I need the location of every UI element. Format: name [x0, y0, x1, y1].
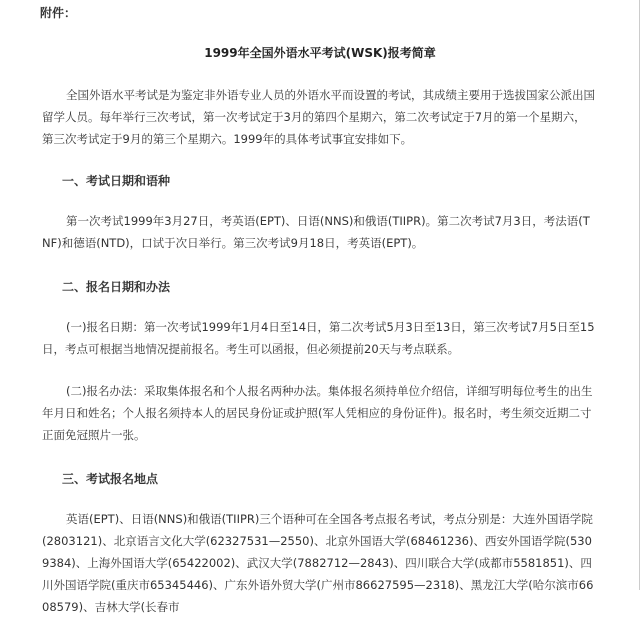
section-heading-registration: 二、报名日期和办法: [62, 280, 171, 294]
attachment-label: 附件：: [40, 6, 77, 20]
exam-dates-paragraph: 第一次考试1999年3月27日，考英语(EPT)、日语(NNS)和俄语(TIIPR)。第二次考试7月3日，考法语(TNF)和德语(NTD)，口试于次日举行。第三次考试9月18日，考英语(EPT)。: [42, 214, 590, 250]
document-title: 1999年全国外语水平考试(WSK)报考简章: [204, 46, 436, 60]
locations-paragraph: 英语(EPT)、日语(NNS)和俄语(TIIPR)三个语种可在全国各考点报名考试，考点分别是：大连外国语学院(2803121)、北京语言文化大学(62327531—2550)、北京外国语大学(68461236)、西安外国语学院(5309384)、上海外国语大学(65422002)、武汉大学(7882712—2843)、四川联合大学(成都市5581851)、四川外国语学院(重庆市65345446)、广东外语外贸大学(广州市86627595—2318)、黑龙江大学(哈尔滨市6608579)、吉林大学(长春市: [42, 512, 594, 614]
registration-method-paragraph: (二)报名办法：采取集体报名和个人报名两种办法。集体报名须持单位介绍信，详细写明每位考生的出生年月日和姓名；个人报名须持本人的居民身份证或护照(军人凭相应的身份证件)。报名时，考生须交近期二寸正面免冠照片一张。: [42, 384, 593, 442]
intro-paragraph: 全国外语水平考试是为鉴定非外语专业人员的外语水平而设置的考试，其成绩主要用于选拔国家公派出国留学人员。每年举行三次考试，第一次考试定于3月的第四个星期六，第二次考试定于7月的第一个星期六，第三次考试定于9月的第三个星期六。1999年的具体考试事宜安排如下。: [42, 88, 595, 146]
registration-dates-paragraph: (一)报名日期：第一次考试1999年1月4日至14日，第二次考试5月3日至13日，第三次考试7月5日至15日，考点可根据当地情况提前报名。考生可以函报，但必须提前20天与考点联系。: [42, 320, 595, 356]
section-heading-exam-dates: 一、考试日期和语种: [62, 174, 171, 188]
section-heading-locations: 三、考试报名地点: [62, 472, 159, 486]
